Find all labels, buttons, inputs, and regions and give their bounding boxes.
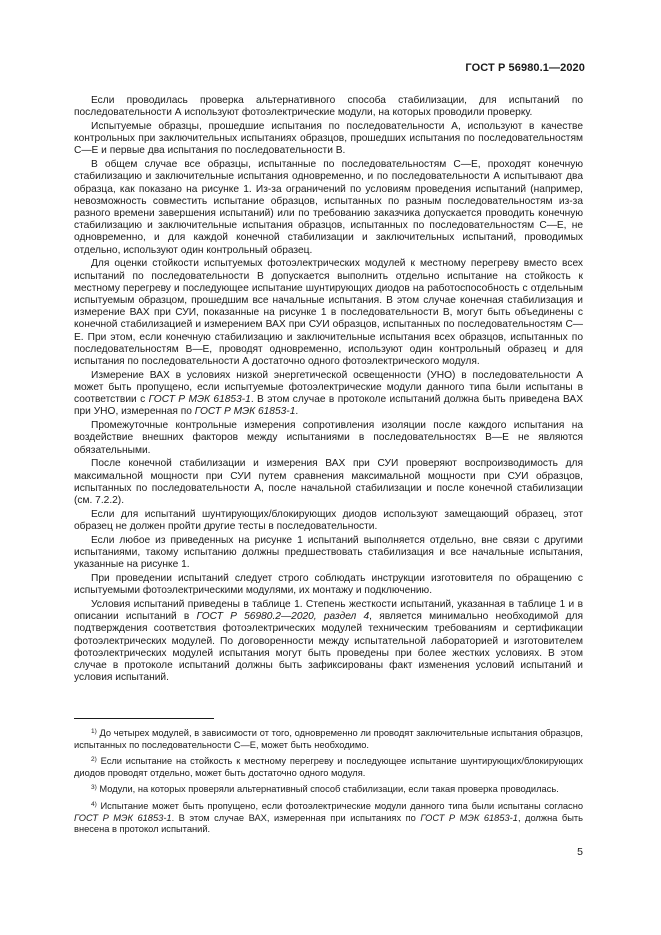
paragraph-manufacturer-instructions: При проведении испытаний следует строго соблюдать инструкции изготовителя по обращению с испытуемыми фотоэлектрическими модулями, их монтажу и подключению. (74, 573, 583, 597)
footnote-4 (74, 801, 583, 836)
paragraph-text: , является минимально необходимой для подтверждения соответствия фотоэлектрических модулей техническим требованиям и сертификации фотоэлектрических модулей. По договоренности между испытательной лабораторией и изготовителем фотоэлектрических модулей испытания могут быть проведены при более жестких условиях. В этом случае в протоколе испытаний должны быть зафиксированы факт изменения условий испытаний и условия испытаний. (74, 611, 583, 684)
standard-reference: ГОСТ Р 56980.2—2020, раздел 4 (196, 611, 370, 623)
paragraph-text: . В этом случае в протоколе испытаний должна быть приведена ВАХ при УНО, измеренная по (74, 394, 584, 418)
paragraph-alt-stabilization: Если проводилась проверка альтернативного способа стабилизации, для испытаний по последовательности А используют фотоэлектрические модули, на которых проводили проверку. (74, 95, 583, 119)
footnotes (74, 728, 583, 841)
standard-reference: ГОСТ Р МЭК 61853-1 (194, 406, 296, 418)
footnote-mark: 2) (91, 756, 97, 764)
paragraph-text: . (295, 406, 299, 418)
paragraph-hot-spot: Для оценки стойкости испытуемых фотоэлектрических модулей к местному перегреву вместо всех испытаний по последовательности В допускается выполнить отдельно испытание на стойкость к местному перегреву и последующее испытание шунтирующих диодов на работоспособность с отдельным испытуемым образцом, прошедшим все начальные испытания. В этом случае конечная стабилизация и измерение ВАХ при СУИ, показанные на рисунке 1 в последовательности В, могут быть объединены с конечной стабилизацией и измерением ВАХ при СУИ образцов, испытанных по последовательностям С—Е. При этом, если конечную стабилизацию и заключительные испытания всех образцов, испытанных по последовательностям В—Е, проводят одновременно, используют один контрольный образец и для испытания по последовательности А достаточно одного фотоэлектрического модуля. (74, 258, 583, 368)
footnote-text: . В этом случае ВАХ, измеренная при испытаниях по (171, 812, 421, 823)
paragraph-diode-sample: Если для испытаний шунтирующих/блокирующих диодов используют замещающий образец, этот образец не должен пройти другие тесты в последовательности. (74, 508, 583, 533)
paragraph-insulation: Промежуточные контрольные измерения сопротивления изоляции после каждого испытания на воздействие внешних факторов между испытаниями в последовательностях В—Е не являются обязательными. (74, 420, 583, 456)
footnote-separator (74, 718, 214, 719)
footnote-mark: 3) (91, 784, 97, 792)
page-number: 5 (577, 846, 583, 858)
paragraph-low-irradiance (74, 370, 583, 419)
footnote-text: Если испытание на стойкость к местному перегреву и последующее испытание шунтирующих/блокирующих диодов проводят отдельно, может быть достаточно одного модуля. (74, 756, 583, 778)
paragraph-reproducibility: После конечной стабилизации и измерения ВАХ при СУИ проверяют воспроизводимость для максимальной мощности при СУИ путем сравнения максимальной мощности при СУИ образцов, испытанных по последовательности А, после начальной стабилизации и после конечной стабилизации (см. 7.2.2). (74, 458, 583, 507)
paragraph-text: Условия испытаний приведены в таблице 1. Степень жесткости испытаний, указанная в таблице 1 и в описании испытаний в (74, 599, 583, 623)
standard-reference: ГОСТ Р МЭК 61853-1 (148, 394, 251, 406)
footnote-text: До четырех модулей, в зависимости от того, одновременно ли проводят заключительные испытания образцов, испытанных по последовательности С—Е, может быть необходимо. (74, 728, 583, 750)
footnote-1 (74, 728, 583, 751)
standard-reference: ГОСТ Р МЭК 61853-1 (420, 812, 518, 823)
paragraph-separate-test: Если любое из приведенных на рисунке 1 испытаний выполняется отдельно, вне связи с другими испытаниями, такому испытанию должны предшествовать стабилизация и все начальные испытания, указанные на рисунке 1. (74, 534, 583, 571)
standard-reference: ГОСТ Р МЭК 61853-1 (74, 812, 172, 823)
body-text (74, 95, 583, 686)
footnote-2 (74, 756, 583, 779)
footnote-mark: 1) (91, 728, 97, 735)
footnote-text: , должна быть внесена в протокол испытаний. (74, 812, 583, 835)
paragraph-test-conditions (74, 599, 583, 684)
paragraph-general-case: В общем случае все образцы, испытанные по последовательностям С—Е, проходят конечную стабилизацию и заключительные испытания одновременно, и по последовательности А испытывают два образца, как показано на рисунке 1. Из-за ограничений по условиям проведения испытаний (например, невозможность совместить испытание образцов, испытанных по разным последовательностям из-за разного времени завершения испытаний) или по требованию заказчика допускается проводить конечную стабилизацию и заключительные испытания образцов, испытанных по последовательностям С—Е, не одновременно, и для каждой конечной стабилизации и заключительных испытаний, проводимых отдельно, используют один контрольный образец. (74, 159, 583, 256)
footnote-text: Испытание может быть пропущено, если фотоэлектрические модули данного типа были испытаны согласно (100, 800, 583, 811)
footnote-text: Модули, на которых проверяли альтернативный способ стабилизации, если такая проверка проводилась. (99, 784, 559, 795)
paragraph-text: Измерение ВАХ в условиях низкой энергетической освещенности (УНО) в последовательности А может быть пропущено, если испытуемые фотоэлектрические модули данного типа были испытаны в соответствии с (74, 369, 583, 406)
footnote-3 (74, 784, 583, 796)
paragraph-control-samples: Испытуемые образцы, прошедшие испытания по последовательности А, используют в качестве контрольных при заключительных испытаниях образцов, прошедших испытания по последовательностям С—Е и первые два испытания по последовательности В. (74, 121, 583, 157)
document-code-header: ГОСТ Р 56980.1—2020 (465, 62, 585, 74)
footnote-mark: 4) (91, 800, 97, 808)
